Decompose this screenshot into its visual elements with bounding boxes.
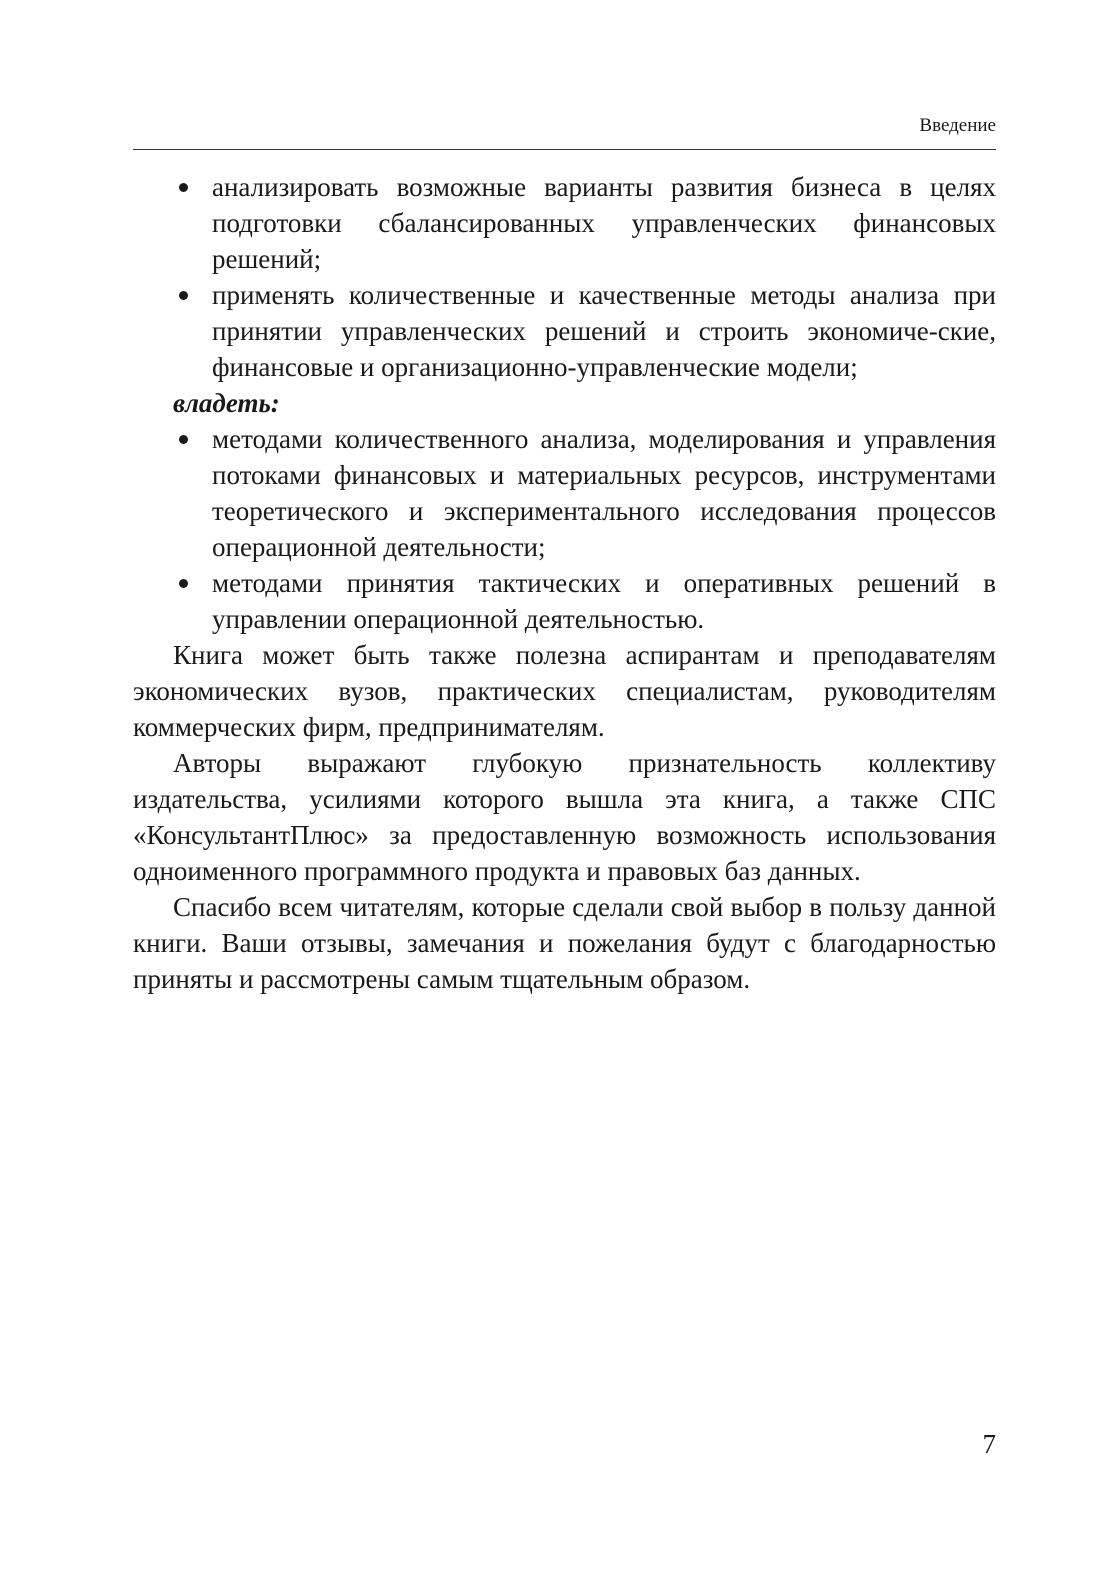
bullet-list-bottom <box>133 421 996 637</box>
list-item <box>133 565 996 637</box>
list-item-text: применять количественные и качественные методы анализа при принятии управленческих решений и строить экономиче-ские, финансовые и организационно-управленческие модели; <box>212 280 996 382</box>
list-item <box>133 277 996 385</box>
paragraph-thanks: Спасибо всем читателям, которые сделали свой выбор в пользу данной книги. Ваши отзывы, замечания и пожелания будут с благодарностью приняты и рассмотрены самым тщательным образом. <box>133 892 996 994</box>
paragraph-audience: Книга может быть также полезна аспирантам и преподавателям экономических вузов, практических специалистам, руководителям коммерческих фирм, предпринимателям. <box>133 640 996 742</box>
bullet-icon <box>173 565 193 601</box>
header-rule <box>133 149 996 150</box>
bullet-icon <box>173 421 193 457</box>
bullet-list-top <box>133 169 996 385</box>
page-body <box>133 169 996 997</box>
running-header: Введение <box>919 115 996 136</box>
list-item <box>133 421 996 565</box>
list-item <box>133 169 996 277</box>
list-item-text: анализировать возможные варианты развития бизнеса в целях подготовки сбалансированных управленческих финансовых решений; <box>212 172 996 274</box>
section-label: владеть: <box>173 388 280 418</box>
paragraph-acknowledgements: Авторы выражают глубокую признательность коллективу издательства, усилиями которого вышла эта книга, а также СПС «КонсультантПлюс» за предоставленную возможность использования одноименного программного продукта и правовых баз данных. <box>133 748 996 886</box>
list-item-text: методами принятия тактических и оперативных решений в управлении операционной деятельностью. <box>212 568 996 634</box>
page-number: 7 <box>982 1429 996 1459</box>
list-item-text: методами количественного анализа, моделирования и управления потоками финансовых и материальных ресурсов, инструментами теоретического и экспериментального исследования процессов операционной деятельности; <box>212 424 996 562</box>
bullet-icon <box>173 169 193 205</box>
bullet-icon <box>173 277 193 313</box>
